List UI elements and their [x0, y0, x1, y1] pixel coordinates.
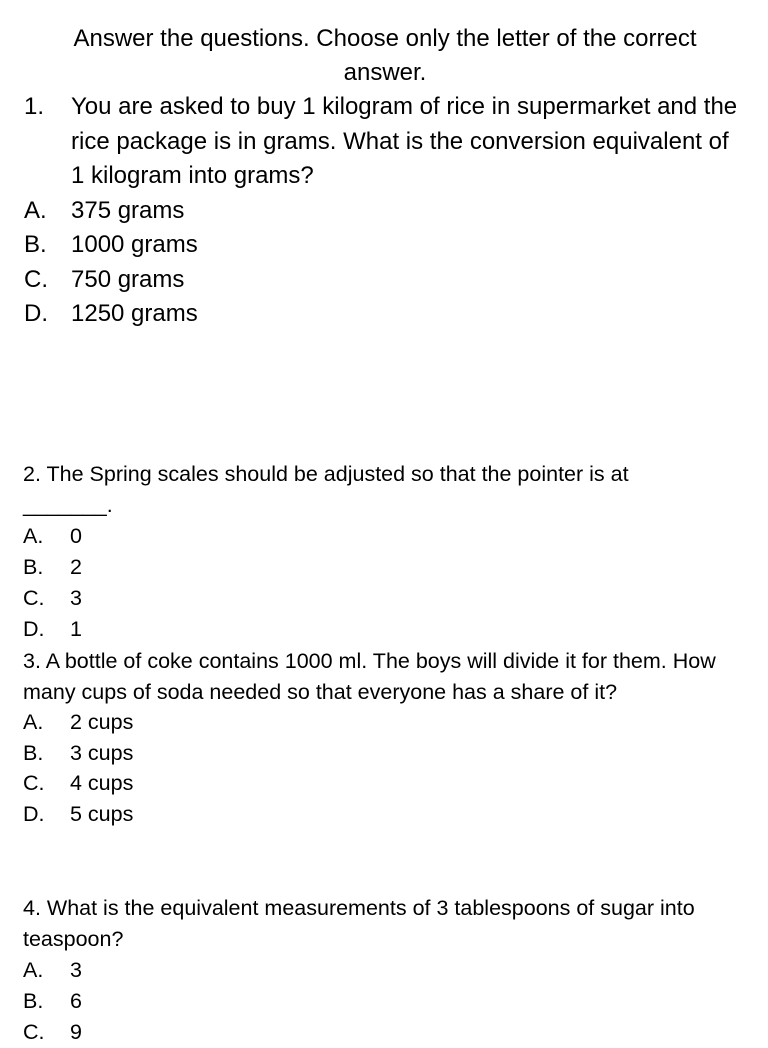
option-letter: D.: [23, 801, 45, 826]
option-text: 1000 grams: [71, 231, 198, 258]
question-1: [0, 90, 768, 332]
option-c: [23, 583, 753, 614]
question-2-text: 2. The Spring scales should be adjusted so that the pointer is at: [23, 462, 629, 486]
option-letter: D.: [23, 617, 45, 641]
option-text: 750 grams: [71, 265, 185, 293]
question-3-text: 3. A bottle of coke contains 1000 ml. The boys will divide it for them. How many cups of soda needed so that everyone has a share of it?: [23, 649, 716, 704]
option-letter: C.: [24, 265, 48, 293]
option-letter: D.: [24, 300, 48, 327]
option-text: 3: [70, 586, 82, 610]
option-d: [0, 297, 768, 332]
answer-blank: _______.: [23, 493, 113, 517]
question-1-text: You are asked to buy 1 kilogram of rice in supermarket and the rice package is in grams. What is the conversion equivalent of 1 kilogram into grams?: [71, 93, 738, 189]
option-text: 5 cups: [70, 801, 134, 826]
option-letter: A.: [23, 710, 44, 734]
option-a: [0, 194, 768, 229]
option-letter: C.: [23, 586, 45, 610]
question-3: [23, 646, 753, 829]
option-letter: A.: [24, 196, 47, 224]
option-text: 1: [70, 617, 82, 641]
option-b: [23, 738, 753, 769]
option-c: [23, 1017, 753, 1048]
option-text: 375 grams: [71, 196, 185, 224]
option-text: 1250 grams: [71, 300, 198, 327]
option-text: 3 cups: [70, 740, 134, 765]
option-text: 2 cups: [70, 710, 134, 734]
option-b: [23, 986, 753, 1017]
question-1-number: 1.: [24, 93, 45, 120]
option-letter: B.: [24, 231, 47, 258]
option-a: [23, 521, 753, 552]
question-4-text: 4. What is the equivalent measurements of 3 tablespoons of sugar into teaspoon?: [23, 896, 695, 951]
option-letter: B.: [23, 555, 44, 579]
question-2: [23, 459, 753, 645]
option-text: 2: [70, 555, 82, 579]
option-b: [23, 552, 753, 583]
question-4: [23, 893, 753, 1048]
option-text: 3: [70, 958, 82, 982]
option-letter: C.: [23, 1020, 45, 1044]
option-letter: A.: [23, 958, 44, 982]
option-letter: C.: [23, 771, 45, 795]
option-b: [0, 228, 768, 263]
question-1-stem: [0, 90, 768, 194]
option-a: [23, 955, 753, 986]
instructions-text: Answer the questions. Choose only the letter of the correct answer.: [73, 25, 697, 86]
option-a: [23, 707, 753, 738]
option-d: [23, 799, 753, 830]
option-c: [0, 263, 768, 298]
option-letter: A.: [23, 524, 44, 548]
option-d: [23, 614, 753, 645]
option-letter: B.: [23, 989, 44, 1013]
option-text: 6: [70, 989, 82, 1013]
option-c: [23, 768, 753, 799]
option-text: 4 cups: [70, 771, 134, 795]
option-text: 9: [70, 1020, 82, 1044]
option-text: 0: [70, 524, 82, 548]
option-letter: B.: [23, 740, 44, 765]
